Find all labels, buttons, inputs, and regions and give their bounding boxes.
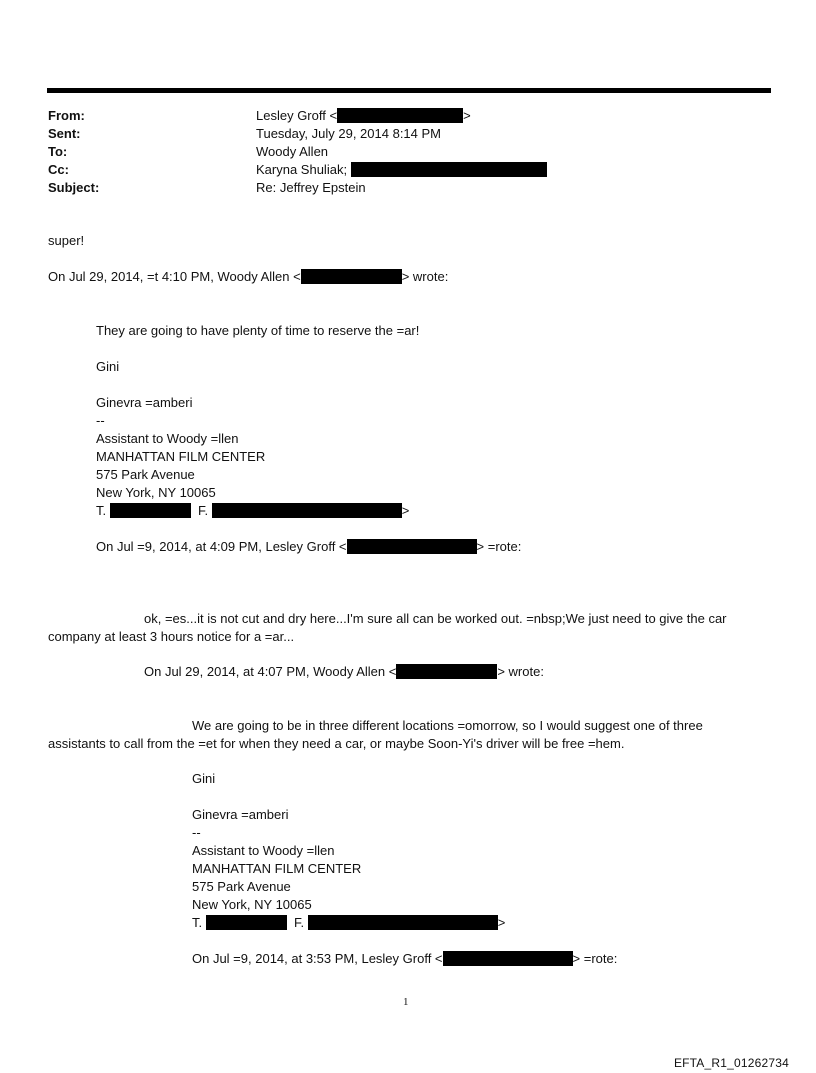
redaction-block xyxy=(206,915,287,930)
quote3-sig-street: 575 Park Avenue xyxy=(192,879,291,894)
quote1-sig-title: Assistant to Woody =llen xyxy=(96,431,239,446)
header-rule xyxy=(47,88,771,93)
quote4-intro-wrote: > =rote: xyxy=(572,951,618,966)
quote1-intro-text: On Jul 29, 2014, =t 4:10 PM, Woody Allen < xyxy=(48,269,301,284)
to-row xyxy=(48,143,67,161)
phone-label: T. xyxy=(192,915,203,930)
quote2-line1: ok, =es...it is not cut and dry here...I'm sure all can be worked out. =nbsp;We just need to give the car xyxy=(144,611,727,626)
quote2-intro-text: On Jul =9, 2014, at 4:09 PM, Lesley Groff < xyxy=(96,539,347,554)
to-value: Woody Allen xyxy=(256,144,329,159)
quote3-sig-org: MANHATTAN FILM CENTER xyxy=(192,861,362,876)
quote1-sig-phone xyxy=(96,502,409,520)
quote3-sig-title: Assistant to Woody =llen xyxy=(192,843,335,858)
sent-row xyxy=(48,125,81,143)
sent-label: Sent: xyxy=(48,126,81,141)
subject-label: Subject: xyxy=(48,180,100,195)
quote2-line2: company at least 3 hours notice for a =ar... xyxy=(48,629,295,644)
quote3-intro-wrote: > wrote: xyxy=(497,664,544,679)
quote3-line1: We are going to be in three different locations =omorrow, so I would suggest one of three xyxy=(192,718,703,733)
quote3-line2: assistants to call from the =et for when they need a car, or maybe Soon-Yi's driver will be free =hem. xyxy=(48,736,625,751)
quote1-intro-wrote: > wrote: xyxy=(401,269,449,284)
phone-label: T. xyxy=(96,503,107,518)
quote2-intro-wrote: > =rote: xyxy=(476,539,522,554)
redaction-block xyxy=(396,664,497,679)
quote3-sig-phone xyxy=(192,914,505,932)
from-row xyxy=(48,107,85,125)
quote1-sig-street: 575 Park Avenue xyxy=(96,467,195,482)
cc-name: Karyna Shuliak; xyxy=(256,162,348,177)
cc-label: Cc: xyxy=(48,162,69,177)
from-name: Lesley Groff < xyxy=(256,108,338,123)
quote1-intro xyxy=(48,268,448,286)
quote4-intro-text: On Jul =9, 2014, at 3:53 PM, Lesley Groff < xyxy=(192,951,443,966)
quote3-sig-short: Gini xyxy=(192,771,216,786)
redaction-block xyxy=(308,915,498,930)
quote1-sig-city: New York, NY 10065 xyxy=(96,485,216,500)
quote3-intro xyxy=(144,663,544,681)
from-label: From: xyxy=(48,108,85,123)
cc-value xyxy=(256,161,547,179)
document-id: EFTA_R1_01262734 xyxy=(673,1056,789,1070)
quote3-intro-text: On Jul 29, 2014, at 4:07 PM, Woody Allen < xyxy=(144,664,397,679)
sent-value: Tuesday, July 29, 2014 8:14 PM xyxy=(256,126,441,141)
quote1-sig-short: Gini xyxy=(96,359,120,374)
redaction-block xyxy=(337,108,463,123)
quote1-line1: They are going to have plenty of time to reserve the =ar! xyxy=(96,323,420,338)
quote1-sig-dash: -- xyxy=(96,413,105,428)
redaction-block xyxy=(443,951,573,966)
redaction-block xyxy=(351,162,547,177)
quote3-sig-city: New York, NY 10065 xyxy=(192,897,312,912)
redaction-block xyxy=(212,503,402,518)
quote4-intro xyxy=(192,950,617,968)
quote1-sig-name: Ginevra =amberi xyxy=(96,395,193,410)
reply-text: super! xyxy=(48,233,85,248)
from-close: > xyxy=(463,108,471,123)
quote3-sig-name: Ginevra =amberi xyxy=(192,807,289,822)
fax-label: F. xyxy=(197,503,209,518)
from-value xyxy=(256,107,471,125)
redaction-block xyxy=(301,269,402,284)
subject-row xyxy=(48,179,99,197)
quote3-sig-dash: -- xyxy=(192,825,201,840)
quote1-sig-org: MANHATTAN FILM CENTER xyxy=(96,449,266,464)
redaction-block xyxy=(110,503,191,518)
quote2-intro xyxy=(96,538,521,556)
subject-value: Re: Jeffrey Epstein xyxy=(256,180,366,195)
sig-close: > xyxy=(497,915,506,930)
fax-label: F. xyxy=(293,915,305,930)
to-label: To: xyxy=(48,144,68,159)
redaction-block xyxy=(347,539,477,554)
cc-row xyxy=(48,161,69,179)
sig-close: > xyxy=(401,503,410,518)
page-number: 1 xyxy=(403,996,409,1008)
